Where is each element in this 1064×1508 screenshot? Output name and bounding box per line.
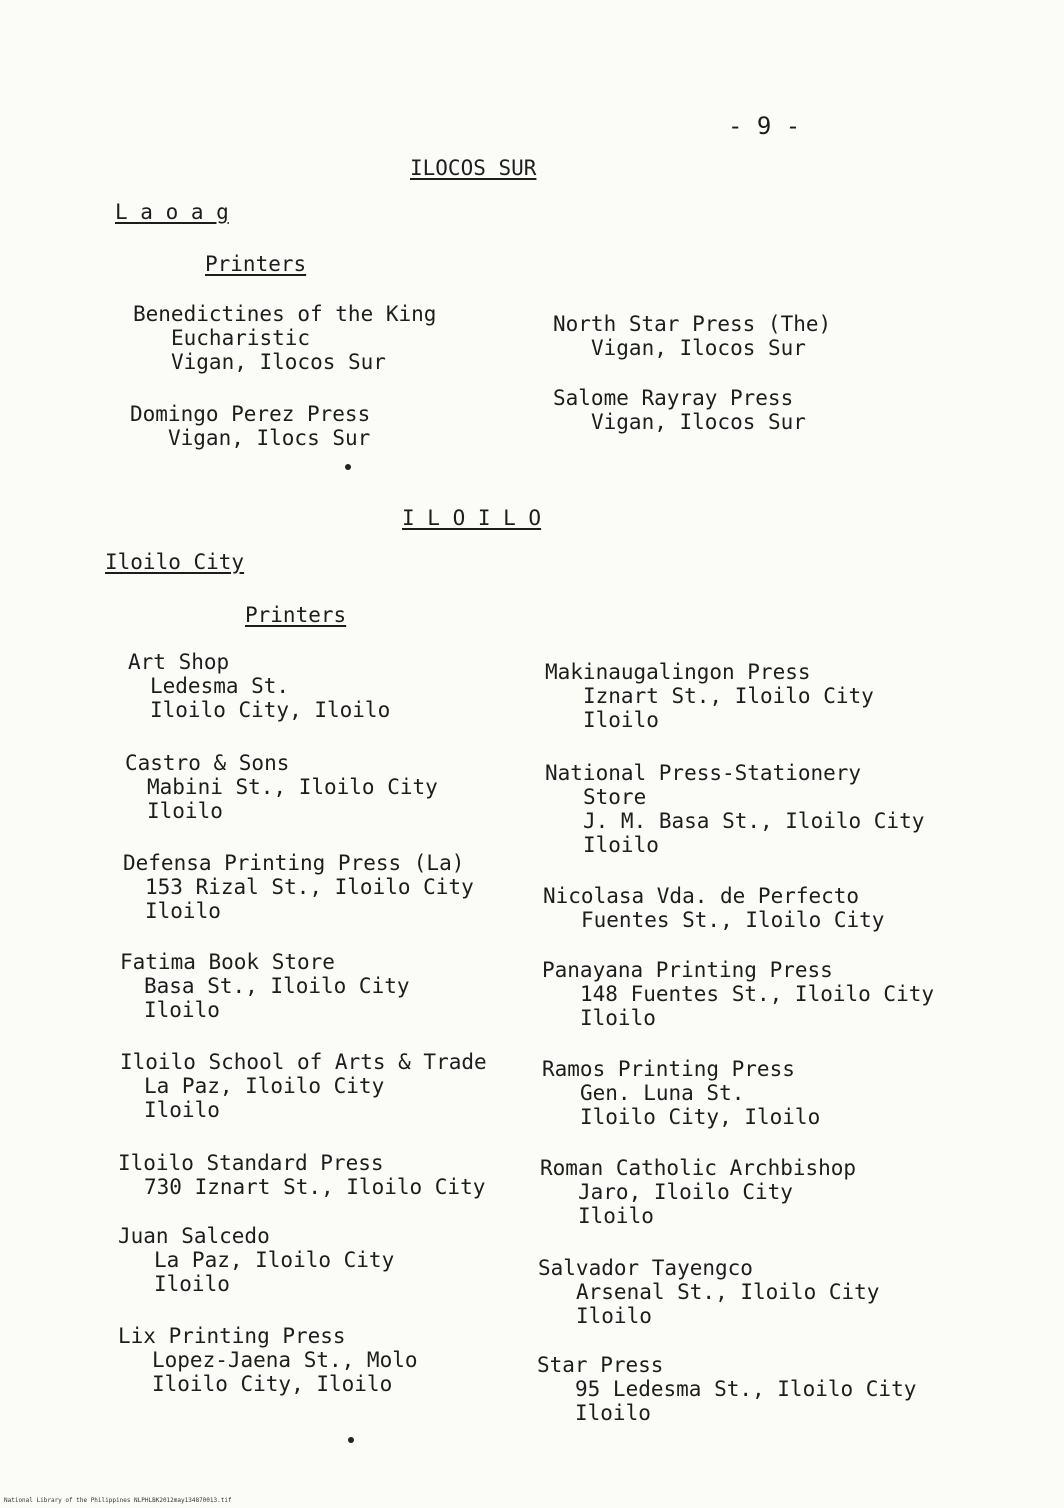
entry-line: Gen. Luna St. [580, 1081, 745, 1105]
list-item [542, 1057, 820, 1129]
entry-line: Iloilo [583, 708, 659, 732]
entry-line: Iloilo [144, 1098, 220, 1122]
entry-line: 148 Fuentes St., Iloilo City [580, 982, 935, 1006]
list-item [118, 1151, 485, 1199]
entry-line: Vigan, Ilocos Sur [171, 350, 386, 374]
entry-line: Iloilo [576, 1304, 652, 1328]
entry-line: 730 Iznart St., Iloilo City [144, 1175, 486, 1199]
entry-line: Vigan, Ilocos Sur [591, 336, 806, 360]
entry-line: Iznart St., Iloilo City [583, 684, 874, 708]
town-heading-laoag: L a o a g [115, 200, 229, 224]
entry-line: Iloilo [147, 799, 223, 823]
entry-line: Iloilo [575, 1401, 651, 1425]
entry-line: 153 Rizal St., Iloilo City [145, 875, 474, 899]
list-item [123, 851, 474, 923]
entry-name: Makinaugalingon Press [545, 660, 811, 684]
list-item [125, 751, 438, 823]
entry-name: Roman Catholic Archbishop [540, 1156, 857, 1180]
scan-footer: National Library of the Philippines NLPHLBK2012may134870013.tif [4, 1497, 232, 1504]
entry-name: Lix Printing Press [118, 1324, 346, 1348]
entry-name: Domingo Perez Press [130, 402, 371, 426]
list-item [542, 958, 934, 1030]
entry-line: Iloilo City, Iloilo [152, 1372, 393, 1396]
ink-dot [345, 464, 351, 470]
entry-line: Eucharistic [171, 326, 311, 350]
entry-line: 95 Ledesma St., Iloilo City [575, 1377, 917, 1401]
printers-heading: Printers [205, 252, 307, 276]
entry-name: Salvador Tayengco [538, 1256, 753, 1280]
entry-line: Iloilo [145, 899, 221, 923]
entry-line: Iloilo [154, 1272, 230, 1296]
entry-line: Jaro, Iloilo City [578, 1180, 793, 1204]
page-number: - 9 - [728, 112, 801, 140]
entry-name: Castro & Sons [125, 751, 290, 775]
entry-line: Mabini St., Iloilo City [147, 775, 438, 799]
list-item [553, 312, 831, 360]
list-item [540, 1156, 856, 1228]
entry-line: Basa St., Iloilo City [144, 974, 410, 998]
list-item [118, 1224, 394, 1296]
list-item [130, 402, 370, 450]
entry-line: Iloilo [578, 1204, 654, 1228]
section-title-iloilo: I L O I L O [402, 506, 542, 530]
entry-line: La Paz, Iloilo City [154, 1248, 395, 1272]
entry-name: National Press-Stationery [545, 761, 862, 785]
printers-heading: Printers [245, 603, 347, 627]
list-item [545, 761, 924, 857]
list-item [538, 1256, 879, 1328]
entry-name: Juan Salcedo [118, 1224, 270, 1248]
list-item [133, 302, 436, 374]
list-item [120, 950, 410, 1022]
list-item [545, 660, 874, 732]
entry-name: Nicolasa Vda. de Perfecto [543, 884, 860, 908]
entry-line: Arsenal St., Iloilo City [576, 1280, 880, 1304]
entry-name: Art Shop [128, 650, 230, 674]
section-title-ilocos-sur: ILOCOS SUR [410, 156, 537, 180]
list-item [543, 884, 884, 932]
list-item [537, 1353, 916, 1425]
list-item [118, 1324, 418, 1396]
entry-line: La Paz, Iloilo City [144, 1074, 385, 1098]
entry-line: Lopez-Jaena St., Molo [152, 1348, 418, 1372]
entry-line: J. M. Basa St., Iloilo City [583, 809, 925, 833]
entry-name: Panayana Printing Press [542, 958, 833, 982]
entry-name: Salome Rayray Press [553, 386, 794, 410]
entry-name: North Star Press (The) [553, 312, 832, 336]
entry-line: Iloilo City, Iloilo [580, 1105, 821, 1129]
entry-name: Fatima Book Store [120, 950, 335, 974]
entry-name: Defensa Printing Press (La) [123, 851, 465, 875]
entry-line: Store [583, 785, 647, 809]
entry-name: Iloilo Standard Press [118, 1151, 384, 1175]
entry-line: Iloilo City, Iloilo [150, 698, 391, 722]
list-item [553, 386, 806, 434]
list-item [128, 650, 390, 722]
town-heading-iloilo-city: Iloilo City [105, 550, 245, 574]
entry-line: Ledesma St. [150, 674, 290, 698]
entry-name: Ramos Printing Press [542, 1057, 795, 1081]
entry-line: Fuentes St., Iloilo City [581, 908, 885, 932]
entry-line: Vigan, Ilocos Sur [591, 410, 806, 434]
entry-line: Vigan, Ilocs Sur [168, 426, 371, 450]
entry-line: Iloilo [144, 998, 220, 1022]
entry-name: Iloilo School of Arts & Trade [120, 1050, 487, 1074]
entry-line: Iloilo [580, 1006, 656, 1030]
list-item [120, 1050, 487, 1122]
ink-dot [348, 1437, 354, 1443]
entry-name: Benedictines of the King [133, 302, 437, 326]
entry-name: Star Press [537, 1353, 664, 1377]
entry-line: Iloilo [583, 833, 659, 857]
